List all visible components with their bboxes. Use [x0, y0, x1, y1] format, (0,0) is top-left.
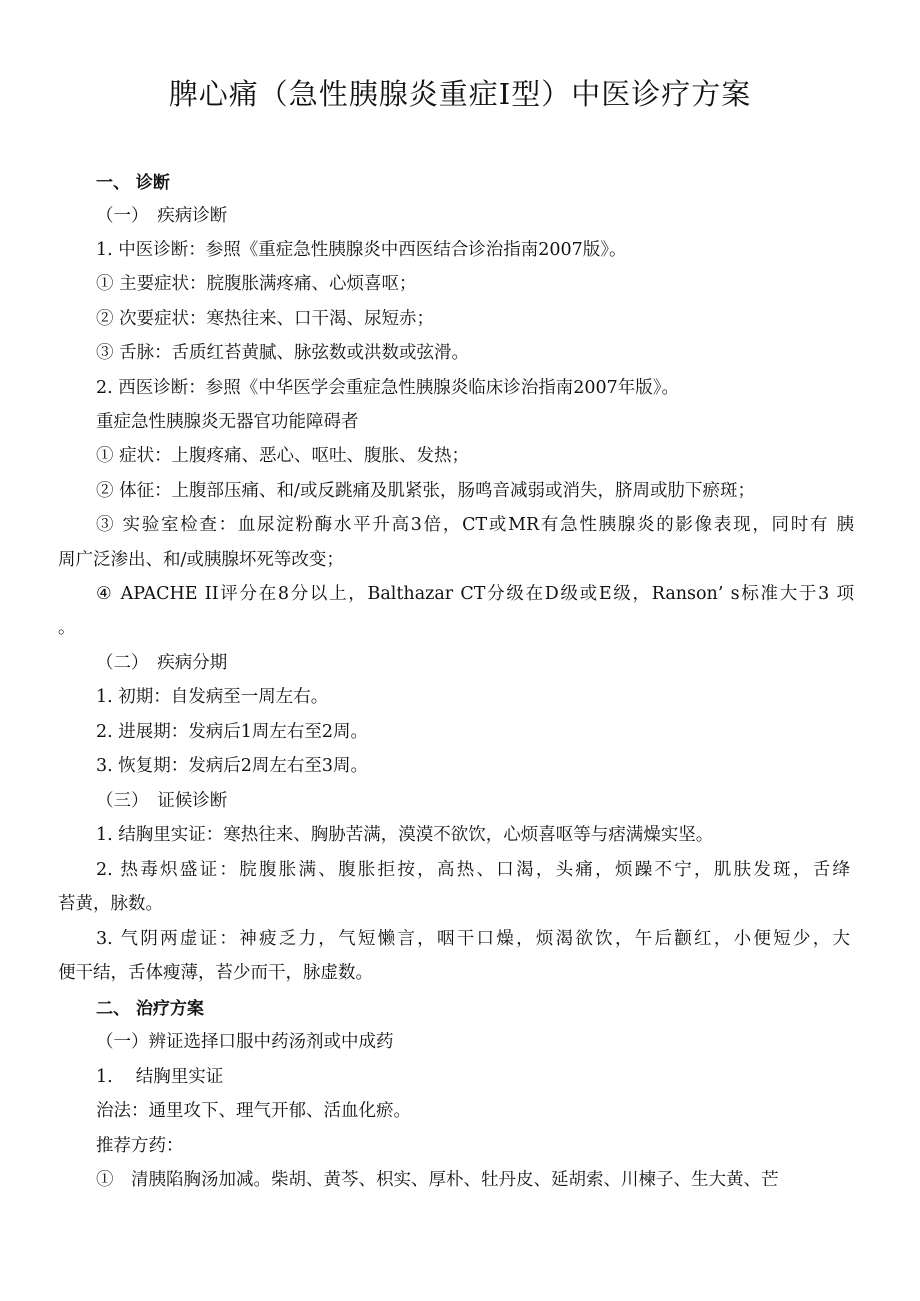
paragraph-line: 2. 进展期：发病后1周左右至2周。	[96, 722, 369, 742]
paragraph-line: 1. 结胸里实证：寒热往来、胸胁苦满，漠漠不欲饮，心烦喜呕等与痞满燥实坚。	[96, 825, 714, 845]
paragraph-line: ① 清胰陷胸汤加减。柴胡、黄芩、枳实、厚朴、牡丹皮、延胡索、川楝子、生大黄、芒	[96, 1170, 779, 1190]
paragraph-line: ③ 舌脉：舌质红苔黄腻、脉弦数或洪数或弦滑。	[96, 343, 470, 363]
paragraph-line: 重症急性胰腺炎无器官功能障碍者	[96, 412, 359, 432]
paragraph-line: 苔黄，脉数。	[58, 894, 163, 914]
document-title: 脾心痛（急性胰腺炎重症I型）中医诊疗方案	[168, 77, 752, 111]
paragraph-line: 1. 中医诊断：参照《重症急性胰腺炎中西医结合诊治指南2007版》。	[96, 240, 627, 260]
paragraph-line: ② 体征：上腹部压痛、和/或反跳痛及肌紧张，肠鸣音减弱或消失，脐周或肋下瘀斑；	[96, 481, 755, 501]
subsection-oral-medicine: （一）辨证选择口服中药汤剂或中成药	[96, 1032, 394, 1052]
paragraph-line: 治法：通里攻下、理气开郁、活血化瘀。	[96, 1101, 411, 1121]
paragraph-line: ④ APACHE II评分在8分以上，Balthazar CT分级在D级或E级，Ranson’ s标准大于3 项	[96, 584, 854, 604]
paragraph-line: 1. 结胸里实证	[96, 1067, 224, 1087]
paragraph-line: 便干结，舌体瘦薄，苔少而干，脉虚数。	[58, 963, 373, 983]
section-heading-diagnosis: 一、 诊断	[96, 173, 170, 193]
paragraph-line: ① 症状：上腹疼痛、恶心、呕吐、腹胀、发热；	[96, 446, 470, 466]
paragraph-line: 推荐方药：	[96, 1136, 184, 1156]
paragraph-line: 。	[58, 618, 76, 638]
subsection-syndrome-diagnosis: （三） 证候诊断	[96, 791, 228, 811]
paragraph-line: 3. 恢复期：发病后2周左右至3周。	[96, 756, 369, 776]
subsection-disease-staging: （二） 疾病分期	[96, 653, 228, 673]
paragraph-line: 3. 气阴两虚证：神疲乏力，气短懒言，咽干口燥，烦渴欲饮，午后颧红，小便短少，大	[96, 929, 850, 949]
paragraph-line: 2. 热毒炽盛证：脘腹胀满、腹胀拒按，高热、口渴，头痛，烦躁不宁，肌肤发斑，舌绛	[96, 860, 850, 880]
paragraph-line: 周广泛渗出、和/或胰腺坏死等改变；	[58, 550, 344, 570]
paragraph-line: 2. 西医诊断：参照《中华医学会重症急性胰腺炎临床诊治指南2007年版》。	[96, 378, 680, 398]
subsection-disease-diagnosis: （一） 疾病诊断	[96, 206, 228, 226]
paragraph-line: ① 主要症状：脘腹胀满疼痛、心烦喜呕；	[96, 274, 417, 294]
section-heading-treatment: 二、 治疗方案	[96, 999, 204, 1019]
paragraph-line: ② 次要症状：寒热往来、口干渴、尿短赤；	[96, 309, 435, 329]
paragraph-line: 1. 初期：自发病至一周左右。	[96, 687, 329, 707]
paragraph-line: ③ 实验室检查：血尿淀粉酶水平升高3倍，CT或MR有急性胰腺炎的影像表现，同时有 胰	[96, 515, 854, 535]
